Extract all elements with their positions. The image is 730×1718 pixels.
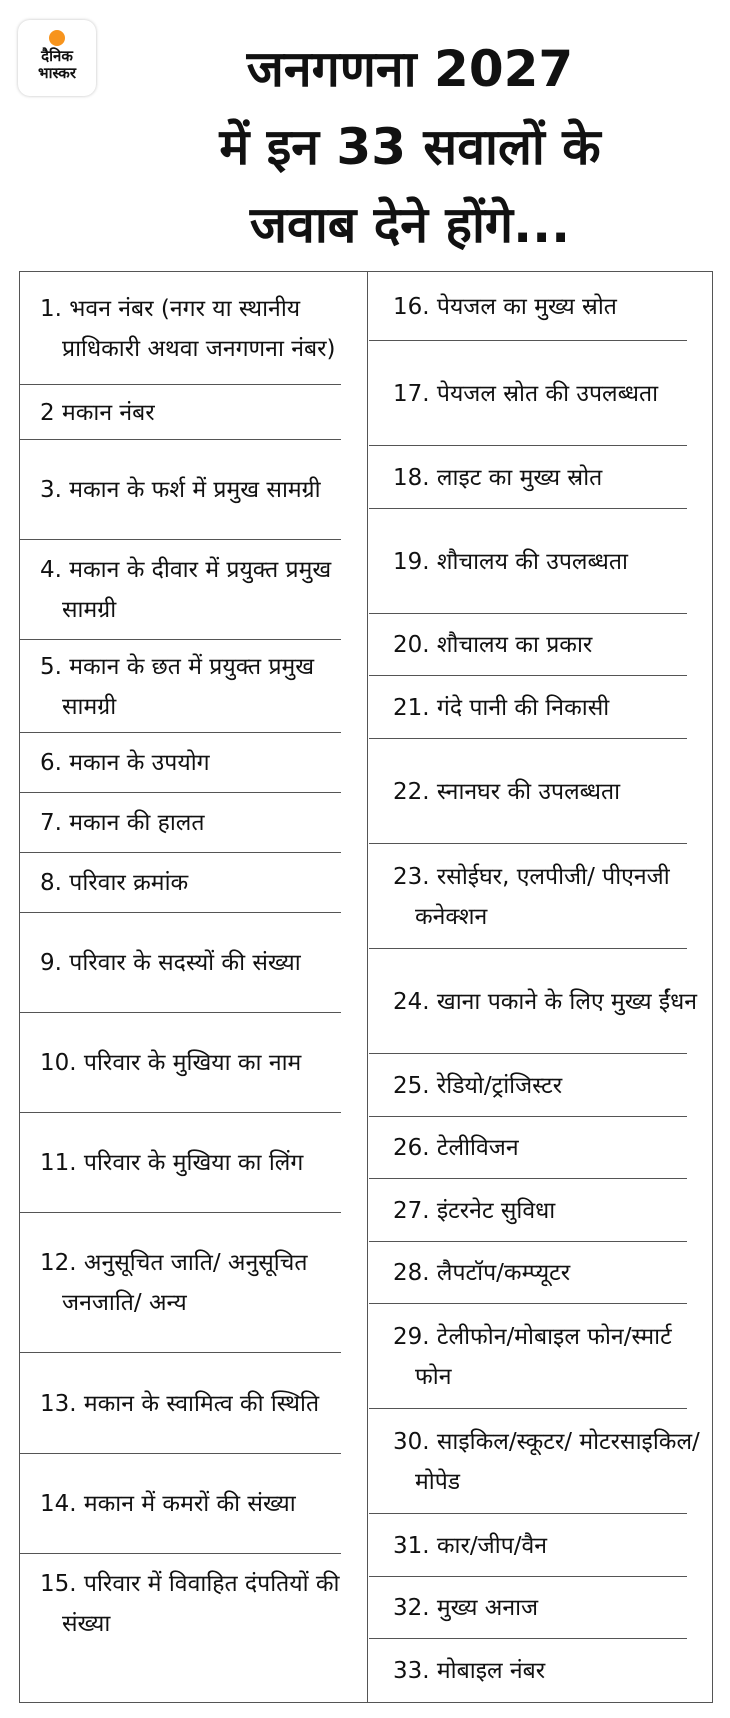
headline	[110, 30, 710, 264]
question-row: 16. पेयजल का मुख्य स्रोत	[369, 272, 712, 341]
headline-line-3: जवाब देने होंगे...	[249, 196, 571, 254]
question-row: 32. मुख्य अनाज	[369, 1577, 712, 1639]
question-row: 1. भवन नंबर (नगर या स्थानीय प्राधिकारी अथवा जनगणना नंबर)	[20, 272, 366, 385]
question-row: 9. परिवार के सदस्यों की संख्या	[20, 913, 366, 1013]
question-row: 21. गंदे पानी की निकासी	[369, 676, 712, 739]
question-row: 23. रसोईघर, एलपीजी/ पीएनजी कनेक्शन	[369, 844, 712, 949]
question-row: 28. लैपटॉप/कम्प्यूटर	[369, 1242, 712, 1304]
question-row: 11. परिवार के मुखिया का लिंग	[20, 1113, 366, 1213]
question-row: 27. इंटरनेट सुविधा	[369, 1179, 712, 1242]
question-row: 30. साइकिल/स्कूटर/ मोटरसाइकिल/मोपेड	[369, 1409, 712, 1514]
question-row: 10. परिवार के मुखिया का नाम	[20, 1013, 366, 1113]
question-row: 7. मकान की हालत	[20, 793, 366, 853]
sun-icon	[49, 30, 65, 46]
question-row: 6. मकान के उपयोग	[20, 733, 366, 793]
questions-left-column	[20, 272, 366, 1654]
headline-line-1: जनगणना 2027	[246, 40, 574, 98]
question-row: 14. मकान में कमरों की संख्या	[20, 1454, 366, 1554]
question-row: 2 मकान नंबर	[20, 385, 366, 440]
question-row: 15. परिवार में विवाहित दंपतियों की संख्या	[40, 1571, 340, 1637]
dainik-bhaskar-logo	[18, 20, 96, 96]
headline-line-2: में इन 33 सवालों के	[219, 118, 601, 176]
question-row: 31. कार/जीप/वैन	[369, 1514, 712, 1577]
question-row: 8. परिवार क्रमांक	[20, 853, 366, 913]
question-row: 18. लाइट का मुख्य स्रोत	[369, 446, 712, 509]
logo-line-2: भास्कर	[38, 64, 76, 82]
logo-line-1: दैनिक	[41, 47, 73, 65]
question-row: 17. पेयजल स्रोत की उपलब्धता	[369, 341, 712, 446]
question-row: 5. मकान के छत में प्रयुक्त प्रमुख सामग्री	[20, 640, 366, 733]
question-row: 4. मकान के दीवार में प्रयुक्त प्रमुख सामग्री	[20, 540, 366, 640]
question-row: 19. शौचालय की उपलब्धता	[369, 509, 712, 614]
column-divider	[367, 272, 368, 1702]
question-row: 26. टेलीविजन	[369, 1117, 712, 1179]
questions-table	[19, 271, 713, 1703]
question-row: 3. मकान के फर्श में प्रमुख सामग्री	[20, 440, 366, 540]
question-row: 29. टेलीफोन/मोबाइल फोन/स्मार्ट फोन	[369, 1304, 712, 1409]
question-row: 25. रेडियो/ट्रांजिस्टर	[369, 1054, 712, 1117]
questions-right-column	[369, 272, 712, 1702]
question-row: 22. स्नानघर की उपलब्धता	[369, 739, 712, 844]
question-row: 13. मकान के स्वामित्व की स्थिति	[20, 1353, 366, 1454]
question-row: 12. अनुसूचित जाति/ अनुसूचित जनजाति/ अन्य	[20, 1213, 366, 1353]
question-row: 33. मोबाइल नंबर	[393, 1657, 546, 1684]
question-row: 20. शौचालय का प्रकार	[369, 614, 712, 676]
question-row: 24. खाना पकाने के लिए मुख्य ईंधन	[369, 949, 712, 1054]
